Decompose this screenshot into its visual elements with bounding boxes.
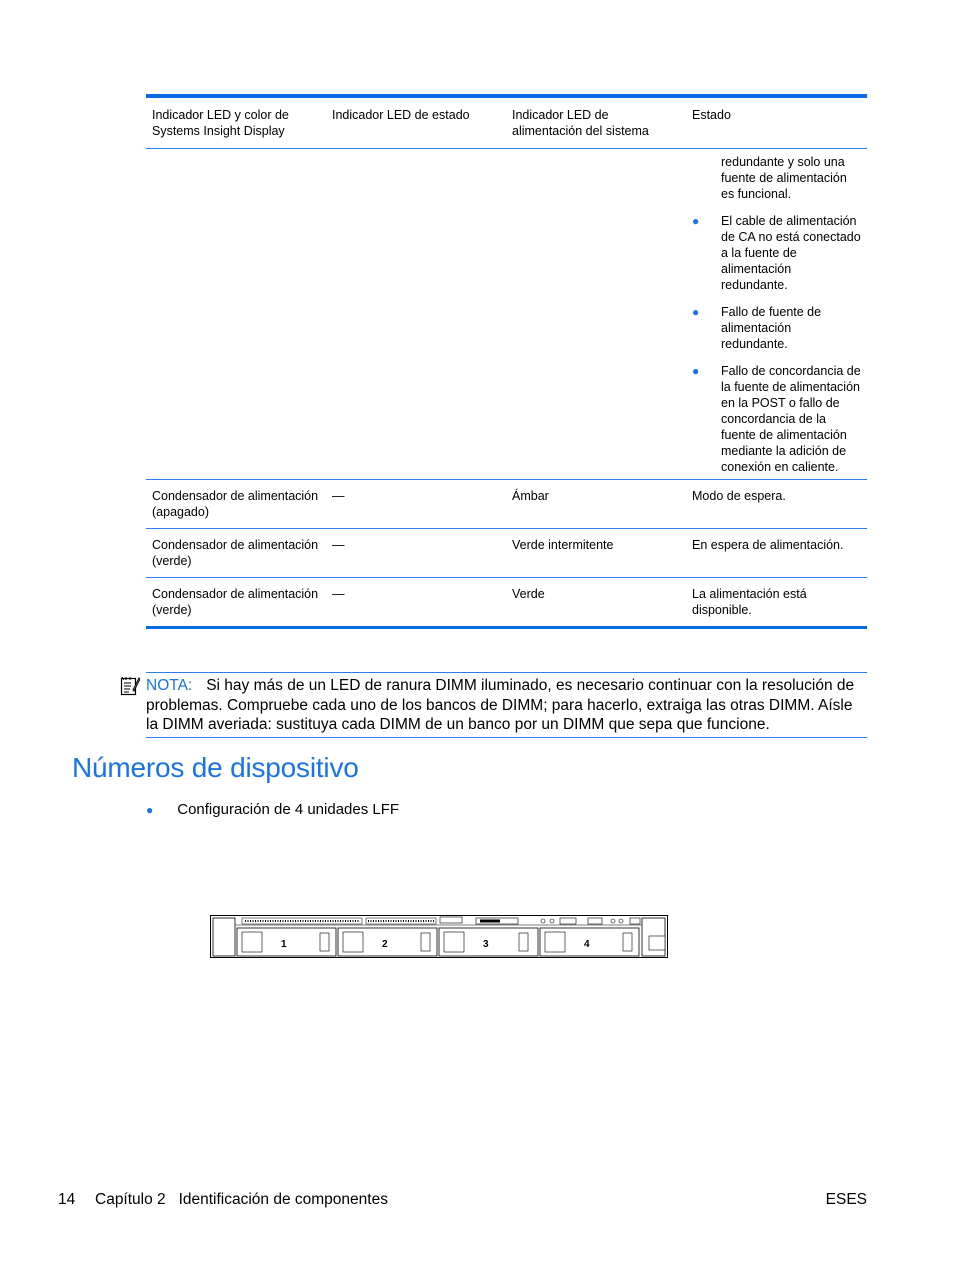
table-row [146, 480, 867, 529]
table-cell: — [332, 489, 345, 503]
table-cell: — [332, 538, 345, 552]
table-cell: La alimentación está disponible. [692, 587, 807, 617]
list-item: ● El cable de alimentación de CA no está conectado a la fuente de alimentación redundante. [692, 214, 861, 292]
table-header-row [146, 98, 867, 149]
bay-number: 2 [382, 939, 388, 950]
table-cell: Modo de espera. [692, 489, 786, 503]
note-text: Si hay más de un LED de ranura DIMM iluminado, es necesario continuar con la resolución de problemas. Compruebe cada uno de los bancos de DIMM; para hacerlo, extraiga las otras DIMM. Aísle la DIMM averiada: sustituya cada DIMM de un banco por un DIMM que sepa que funcione. [146, 677, 855, 733]
bay-number: 3 [483, 939, 489, 950]
table-cell [506, 149, 686, 479]
bullet-icon: ● [146, 803, 154, 817]
header-cell: Indicador LED de alimentación del sistema [512, 108, 649, 138]
list-item: ● Fallo de fuente de alimentación redundante. [692, 305, 822, 351]
bullet-icon: ● [692, 364, 700, 378]
footer-chapter: Capítulo 2 Identificación de componentes [95, 1191, 388, 1208]
table-bottom-rule [146, 626, 867, 629]
status-list [692, 154, 861, 475]
bay-number: 4 [584, 939, 590, 950]
table-cell [326, 149, 506, 479]
footer-right-label: ESES [825, 1191, 867, 1208]
table-cell: Condensador de alimentación (verde) [152, 538, 319, 568]
server-front-diagram [210, 914, 670, 960]
table-cell: Condensador de alimentación (apagado) [152, 489, 319, 519]
bay-number: 1 [281, 939, 287, 950]
table-cell: Verde [512, 587, 545, 601]
bullet-text: Configuración de 4 unidades LFF [177, 801, 400, 818]
table-cell: Condensador de alimentación (verde) [152, 587, 319, 617]
table-row [146, 578, 867, 626]
table-cell: En espera de alimentación. [692, 538, 844, 552]
table-cell: Ámbar [512, 489, 549, 503]
bullet-icon: ● [692, 305, 700, 319]
table-row [146, 529, 867, 578]
note-box [146, 672, 867, 738]
drive-bay [237, 928, 336, 956]
header-cell: Indicador LED y color de Systems Insight Display [152, 108, 289, 138]
note-label: NOTA: [146, 677, 193, 694]
section-title: Números de dispositivo [72, 752, 359, 783]
table-cell-status [686, 149, 867, 479]
led-table [146, 94, 867, 629]
list-item: redundante y solo una fuente de alimentación es funcional. [721, 155, 847, 201]
drive-bay [338, 928, 437, 956]
table-cell: — [332, 587, 345, 601]
note-icon [120, 676, 140, 696]
header-cell: Indicador LED de estado [332, 108, 470, 122]
table-row-continued [146, 149, 867, 480]
drive-bay [540, 928, 639, 956]
config-bullet [146, 801, 399, 818]
header-cell: Estado [692, 108, 731, 122]
bullet-icon: ● [692, 214, 700, 228]
table-cell: Verde intermitente [512, 538, 614, 552]
drive-bay [439, 928, 538, 956]
footer-page-number: 14 [58, 1191, 76, 1208]
table-cell [146, 149, 326, 479]
list-item: ● Fallo de concordancia de la fuente de alimentación en la POST o fallo de concordancia de la fuente de alimentación mediante la adición de conexión en caliente. [692, 364, 861, 474]
